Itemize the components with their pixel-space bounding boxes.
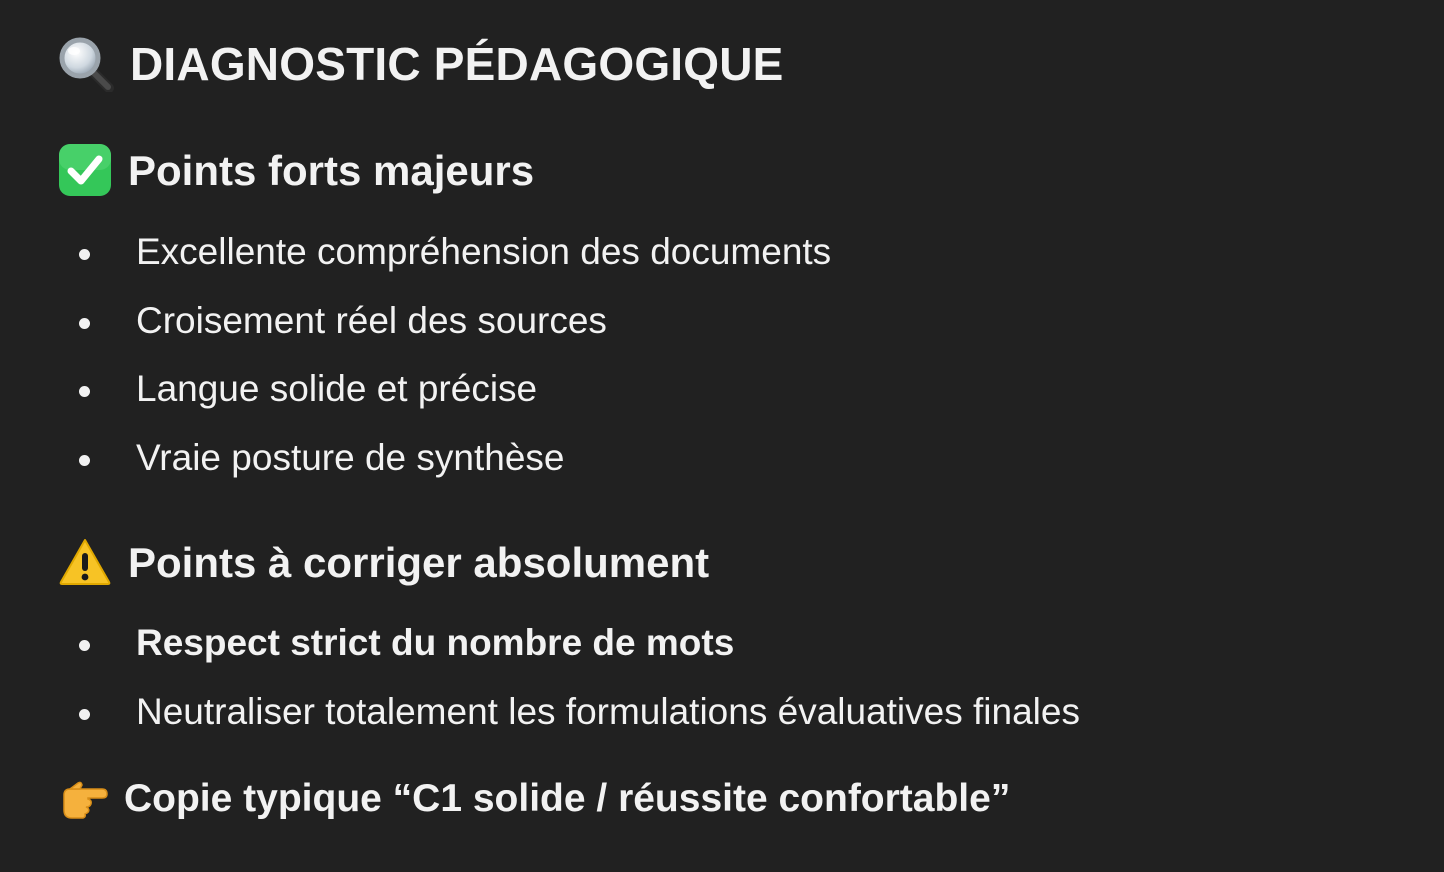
list-item-text: Excellente compréhension des documents	[136, 231, 832, 273]
bullet-icon	[79, 455, 90, 466]
list-item-text: Neutraliser totalement les formulations évaluatives finales	[136, 690, 1080, 732]
list-item	[58, 684, 1080, 753]
list-item-text: Respect strict du nombre de mots	[136, 622, 735, 664]
list-item	[58, 430, 831, 499]
bullet-icon	[79, 249, 90, 260]
corrections-list	[58, 615, 1080, 752]
list-item-text: Croisement réel des sources	[136, 299, 607, 341]
bullet-icon	[79, 386, 90, 397]
conclusion-text: Copie typique “C1 solide / réussite confortable”	[124, 777, 1011, 820]
bullet-icon	[79, 709, 90, 720]
bullet-icon	[79, 318, 90, 329]
list-item-text: Vraie posture de synthèse	[136, 436, 565, 478]
section-heading-corrections	[58, 535, 709, 591]
green-check-icon	[58, 143, 114, 199]
conclusion-row	[58, 771, 1010, 827]
magnifying-glass-icon	[58, 36, 114, 92]
section-heading-strengths	[58, 143, 534, 199]
page-title: DIAGNOSTIC PÉDAGOGIQUE	[130, 38, 784, 90]
list-item	[58, 293, 831, 362]
list-item	[58, 224, 831, 293]
pointing-hand-icon	[58, 773, 110, 825]
list-item	[58, 615, 1080, 684]
page-title-row	[58, 34, 784, 94]
list-item	[58, 361, 831, 430]
section-heading-label: Points forts majeurs	[128, 147, 535, 194]
bullet-icon	[79, 640, 90, 651]
strengths-list	[58, 224, 831, 498]
warning-icon	[58, 535, 114, 591]
list-item-text: Langue solide et précise	[136, 368, 538, 410]
section-heading-label: Points à corriger absolument	[128, 539, 710, 586]
